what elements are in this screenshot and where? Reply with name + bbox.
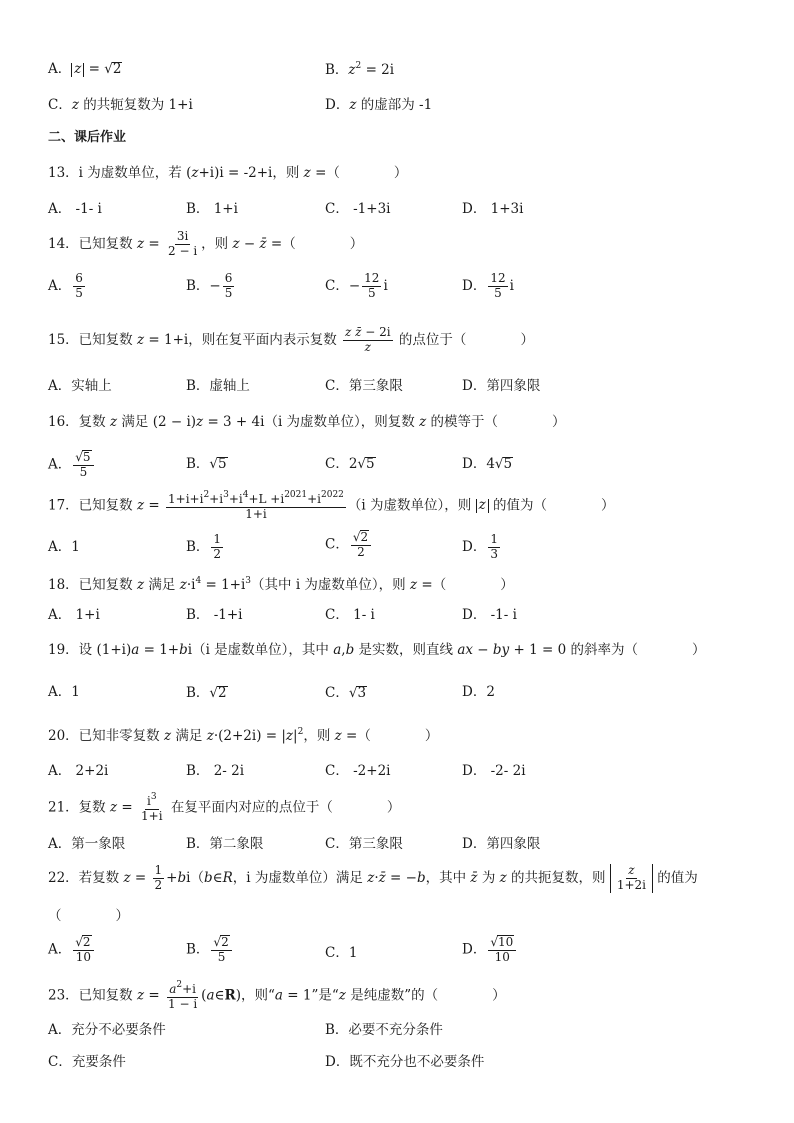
- q23-option-c: C．充要条件: [48, 1054, 126, 1070]
- section-heading: 二、课后作业: [48, 130, 127, 145]
- q18-option-b: B． -1+i: [186, 607, 243, 623]
- q15-option-a: A．实轴上: [48, 378, 112, 394]
- q20-option-b: B． 2- 2i: [186, 763, 245, 779]
- question-19: 19．设 (1+i)a = 1+bi（i 是虚数单位），其中 a,b 是实数，则直线 ax − by + 1 = 0 的斜率为（ ）: [48, 642, 706, 658]
- q23-option-a: A．充分不必要条件: [48, 1022, 166, 1038]
- q16-option-c: C．2√ 5: [325, 456, 375, 472]
- q14-option-c: C．− $\frac{12}{5}$ i: [325, 271, 388, 300]
- q21-option-a: A．第一象限: [48, 836, 126, 852]
- q21-option-c: C．第三象限: [325, 836, 403, 852]
- question-17: 17．已知复数 z = $\frac{1+i+i^2+i^3+i^4+L +i^{2021}+i^{2022}}{1+i}$ （i 为虚数单位），则 z 的值为（ ）: [48, 490, 615, 521]
- q15-option-c: C．第三象限: [325, 378, 403, 394]
- q16-option-b: B．√ 5: [186, 456, 227, 472]
- q23-option-d: D．既不充分也不必要条件: [325, 1054, 485, 1070]
- q12-option-b: B．$z^2 = 2i$: [325, 61, 395, 78]
- q22-option-b: B． √ 2 5: [186, 935, 234, 965]
- q12-option-d: D．z 的虚部为 -1: [325, 97, 433, 113]
- q13-option-c: C． -1+3i: [325, 201, 391, 217]
- q20-option-c: C． -2+2i: [325, 763, 391, 779]
- question-15: 15．已知复数 z = 1+i，则在复平面内表示复数 $\frac{\text{z z̄ − 2i}}{z}$ 的点位于（ ）: [48, 325, 534, 354]
- question-16: 16．复数 z 满足 (2 − i)z = 3 + 4i（i 为虚数单位），则复数 z 的模等于（ ）: [48, 414, 566, 430]
- q16-option-a: A． √ 5 5: [48, 450, 96, 480]
- question-21: 21．复数 z = $\frac{i^3}{1+i}$ 在复平面内对应的点位于（ ）: [48, 792, 401, 823]
- q19-option-c: C．√ 3: [325, 685, 367, 701]
- q20-option-a: A． 2+2i: [48, 763, 109, 779]
- q15-option-b: B．虚轴上: [186, 378, 250, 394]
- q22-option-a: A． √ 2 10: [48, 935, 96, 965]
- q19-option-a: A．1: [48, 684, 80, 700]
- q14-option-d: D． $\frac{12}{5}$ i: [462, 271, 514, 300]
- q17-option-d: D． $\frac{1}{3}$: [462, 532, 498, 561]
- question-23: 23．已知复数 z = $\frac{a^2+i}{1 - i}$ (a∈R)，则“a = 1”是“z 是纯虚数”的（ ）: [48, 980, 506, 1011]
- q12-option-a: A． z = √ 2: [48, 61, 122, 77]
- q17-option-a: A．1: [48, 539, 80, 555]
- q20-option-d: D． -2- 2i: [462, 763, 526, 779]
- question-22-tail: （ ）: [48, 908, 129, 924]
- question-18: 18．已知复数 z 满足 $z\cdot i^4 = 1+i^3$（其中 i 为虚数单位），则 z =（ ）: [48, 576, 514, 593]
- q18-option-a: A． 1+i: [48, 607, 100, 623]
- q16-option-d: D．4√ 5: [462, 456, 513, 472]
- q22-option-c: C．1: [325, 945, 358, 961]
- question-14: 14．已知复数 z = $\frac{3i}{2 - i}$ ，则 z − z̄ =（ ）: [48, 229, 364, 258]
- q15-option-d: D．第四象限: [462, 378, 541, 394]
- q22-option-d: D． √ 10 10: [462, 935, 518, 965]
- question-13: 13．i 为虚数单位，若 (z+i)i = -2+i，则 z =（ ）: [48, 165, 408, 181]
- q19-option-d: D．2: [462, 684, 495, 700]
- q14-option-b: B．− $\frac{6}{5}$: [186, 271, 233, 300]
- q13-option-b: B． 1+i: [186, 201, 238, 217]
- q12-option-c: C．z 的共轭复数为 1+i: [48, 97, 193, 113]
- q21-option-b: B．第二象限: [186, 836, 264, 852]
- q18-option-c: C． 1- i: [325, 607, 375, 623]
- q13-option-a: A． -1- i: [48, 201, 102, 217]
- q19-option-b: B．√ 2: [186, 685, 227, 701]
- question-22: 22．若复数 z = $\frac{1}{2}$ +bi（b∈R，i 为虚数单位）满足 z·z̄ = −b，其中 z̄ 为 z 的共扼复数，则 $\frac{z}{1+2i}$ 的值为: [48, 863, 698, 892]
- q13-option-d: D． 1+3i: [462, 201, 524, 217]
- q17-option-c: C． √ 2 2: [325, 530, 373, 560]
- q17-option-b: B． $\frac{1}{2}$: [186, 532, 222, 561]
- q21-option-d: D．第四象限: [462, 836, 541, 852]
- question-20: 20．已知非零复数 z 满足 $z\cdot(2+2i) = |z|^2$，则 z =（ ）: [48, 727, 439, 744]
- q23-option-b: B．必要不充分条件: [325, 1022, 443, 1038]
- q14-option-a: A． $\frac{6}{5}$: [48, 271, 83, 300]
- q18-option-d: D． -1- i: [462, 607, 517, 623]
